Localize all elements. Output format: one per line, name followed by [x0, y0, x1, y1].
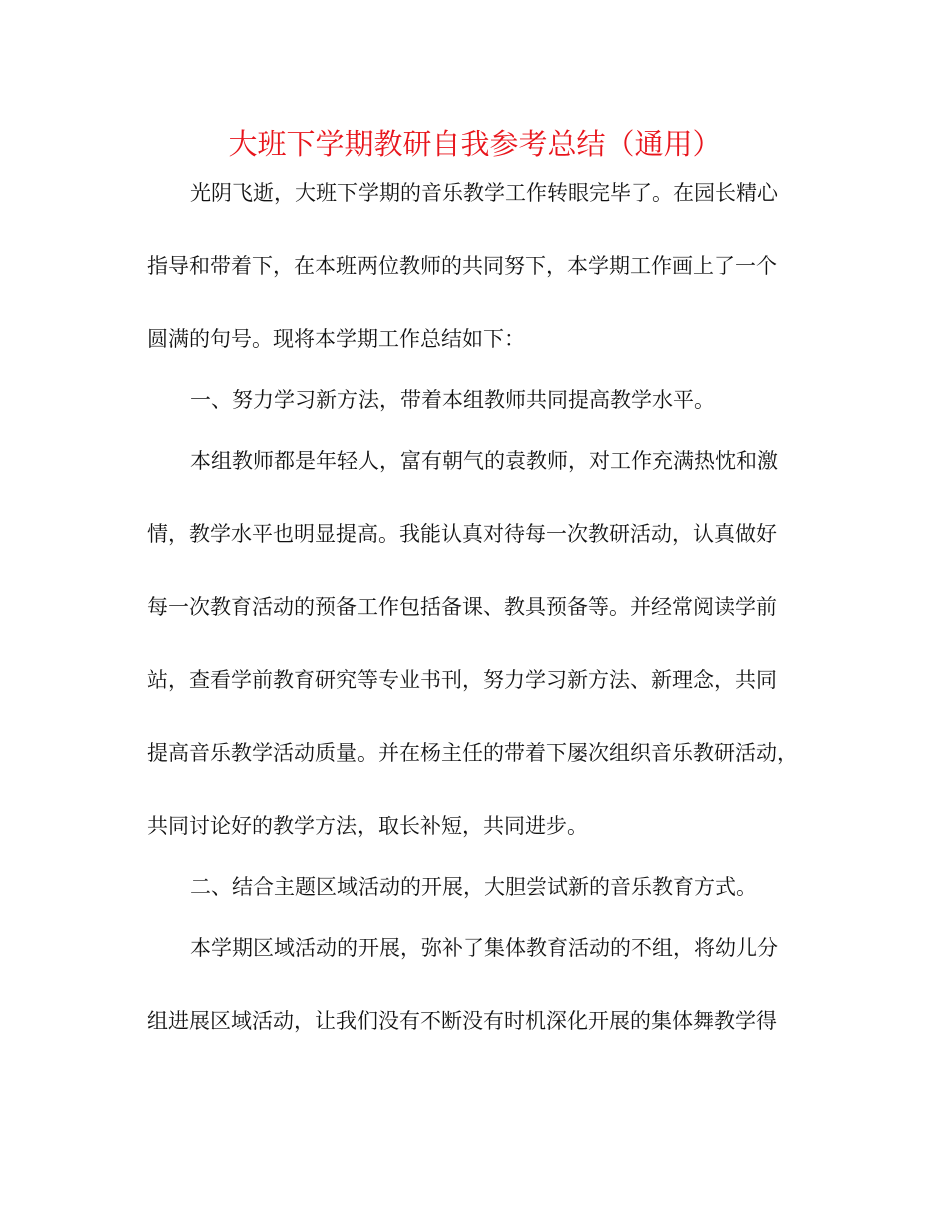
- paragraph-line: 光阴飞逝，大班下学期的音乐教学工作转眼完毕了。在园长精心: [190, 181, 778, 205]
- paragraph-line: 指导和带着下，在本班两位教师的共同努下，本学期工作画上了一个: [147, 254, 777, 278]
- paragraph-line: 站，查看学前教育研究等专业书刊，努力学习新方法、新理念，共同: [147, 668, 777, 692]
- paragraph-line: 组进展区域活动，让我们没有不断没有时机深化开展的集体舞教学得: [147, 1009, 777, 1033]
- document-title: 大班下学期教研自我参考总结（通用）: [228, 127, 722, 161]
- section-heading: 一、努力学习新方法，带着本组教师共同提高教学水平。: [190, 388, 715, 412]
- paragraph-line: 圆满的句号。现将本学期工作总结如下：: [147, 327, 525, 351]
- section-heading: 二、结合主题区域活动的开展，大胆尝试新的音乐教育方式。: [190, 875, 757, 899]
- paragraph-line: 提高音乐教学活动质量。并在杨主任的带着下屡次组织音乐教研活动，: [147, 741, 798, 765]
- paragraph-line: 每一次教育活动的预备工作包括备课、教具预备等。并经常阅读学前: [147, 595, 777, 619]
- paragraph-line: 本组教师都是年轻人，富有朝气的袁教师，对工作充满热忱和激: [190, 449, 778, 473]
- paragraph-line: 共同讨论好的教学方法，取长补短，共同进步。: [147, 814, 588, 838]
- paragraph-line: 情，教学水平也明显提高。我能认真对待每一次教研活动，认真做好: [147, 522, 777, 546]
- paragraph-line: 本学期区域活动的开展，弥补了集体教育活动的不组，将幼儿分: [190, 936, 778, 960]
